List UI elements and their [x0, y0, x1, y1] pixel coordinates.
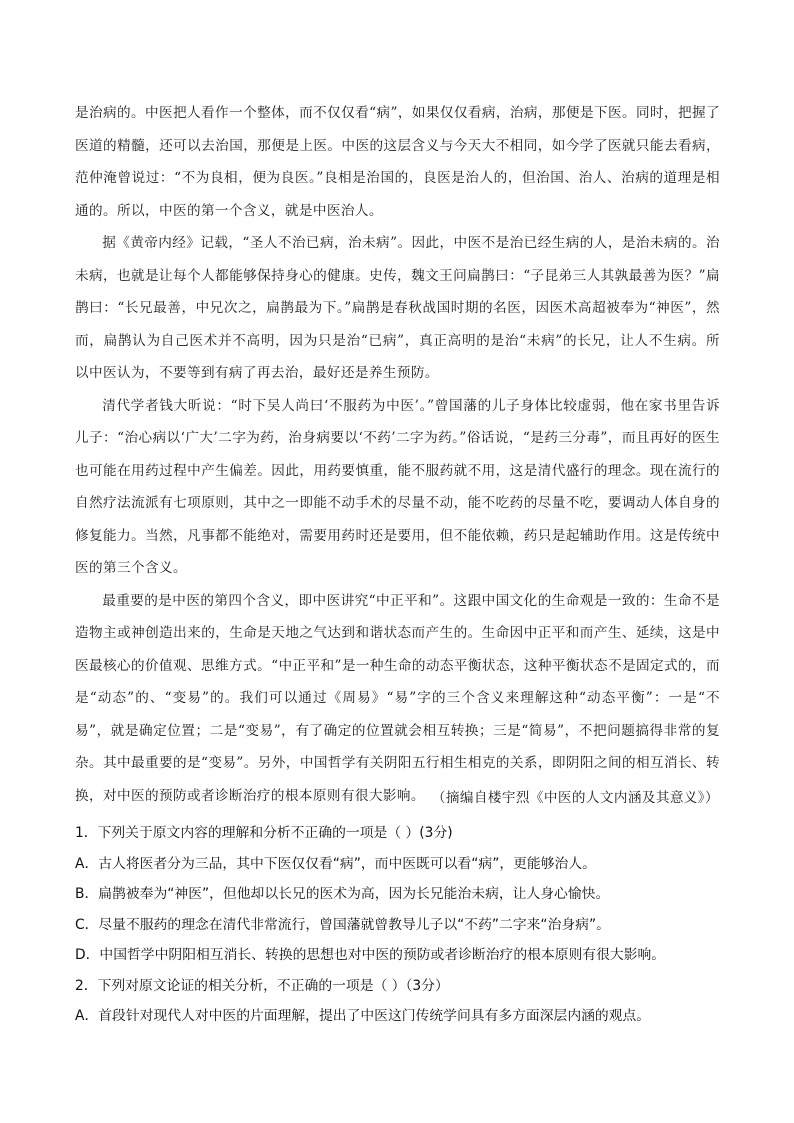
question-1-option-a: A．古人将医者分为三品，其中下医仅仅看“病”，而中医既可以看“病”，更能够治人。: [75, 855, 596, 872]
passage-source: （摘编自楼宇烈《中医的人文内涵及其意义》）: [431, 790, 719, 806]
question-2-stem: 2．下列对原文论证的相关分析，不正确的一项是（ ）（3分）: [75, 977, 449, 994]
question-1-option-c: C．尽量不服药的理念在清代非常流行，曾国藩就曾教导儿子以“不药”二字来“治身病”。: [75, 916, 610, 933]
passage-paragraph-1: 是治病的。中医把人看作一个整体，而不仅仅看“病”，如果仅仅看病，治病，那便是下医。同时，把握了医道的精髓，还可以去治国，那便是上医。中医的这层含义与今天大不相同，如今学了医就只能去看病，范仲淹曾说过：“不为良相，便为良医。”良相是治国的，良医是治人的，但治国、治人、治病的道理是相通的。所以，中医的第一个含义，就是中医治人。: [75, 105, 720, 219]
passage-paragraph-2: 据《黄帝内经》记载，“圣人不治已病，治未病”。因此，中医不是治已经生病的人，是治未病的。治未病，也就是让每个人都能够保持身心的健康。史传，魏文王问扁鹊曰：“子昆弟三人其孰最善为医？”扁鹊曰：“长兄最善，中兄次之，扁鹊最为下。”扁鹊是春秋战国时期的名医，因医术高超被奉为“神医”，然而，扁鹊认为自己医术并不高明，因为只是治“已病”，真正高明的是治“未病”的长兄，让人不生病。所以中医认为，不要等到有病了再去治，最好还是养生预防。: [75, 235, 720, 381]
passage-paragraph-4: 最重要的是中医的第四个含义，即中医讲究“中正平和”。这跟中国文化的生命观是一致的：生命不是造物主或神创造出来的，生命是天地之气达到和谐状态而产生的。生命因中正平和而产生、延续，这是中医最核心的价值观、思维方式。“中正平和”是一种生命的动态平衡状态，这种平衡状态不是固定式的，而是“动态”的、“变易”的。我们可以通过《周易》“易”字的三个含义来理解这种“动态平衡”：一是“不易”，就是确定位置；二是“变易”，有了确定的位置就会相互转换；三是“简易”，不把问题搞得非常的复杂。其中最重要的是“变易”。另外，中国哲学有关阴阳五行相生相克的关系，即阴阳之间的相互消长、转换，对中医的预防或者诊断治疗的根本原则有很大影响。: [75, 592, 720, 804]
question-1-stem: 1．下列关于原文内容的理解和分析不正确的一项是（ ）(3分): [75, 825, 453, 841]
question-1-option-b: B．扁鹊被奉为“神医”，但他却以长兄的医术为高，因为长兄能治未病，让人身心愉快。: [75, 886, 610, 902]
reading-passage: [75, 97, 720, 812]
passage-paragraph-3: 清代学者钱大昕说：“时下吴人尚曰‘不服药为中医’。”曾国藩的儿子身体比较虚弱，他在家书里告诉儿子：“治心病以‘广大’二字为药，治身病要以‘不药’二字为药。”俗话说，“是药三分毒”，而且再好的医生也可能在用药过程中产生偏差。因此，用药要慎重，能不服药就不用，这是清代盛行的理念。现在流行的自然疗法流派有七项原则，其中之一即能不动手术的尽量不动，能不吃药的尽量不吃，要调动人体自身的修复能力。当然，凡事都不能绝对，需要用药时还是要用，但不能依赖，药只是起辅助作用。这是传统中医的第三个含义。: [75, 397, 720, 576]
questions-section: [75, 818, 730, 1032]
question-2-option-a: A．首段针对现代人对中医的片面理解，提出了中医这门传统学问具有多方面深层内涵的观点。: [75, 1008, 651, 1024]
question-1-option-d: D．中国哲学中阴阳相互消长、转换的思想也对中医的预防或者诊断治疗的根本原则有很大影响。: [75, 947, 666, 963]
